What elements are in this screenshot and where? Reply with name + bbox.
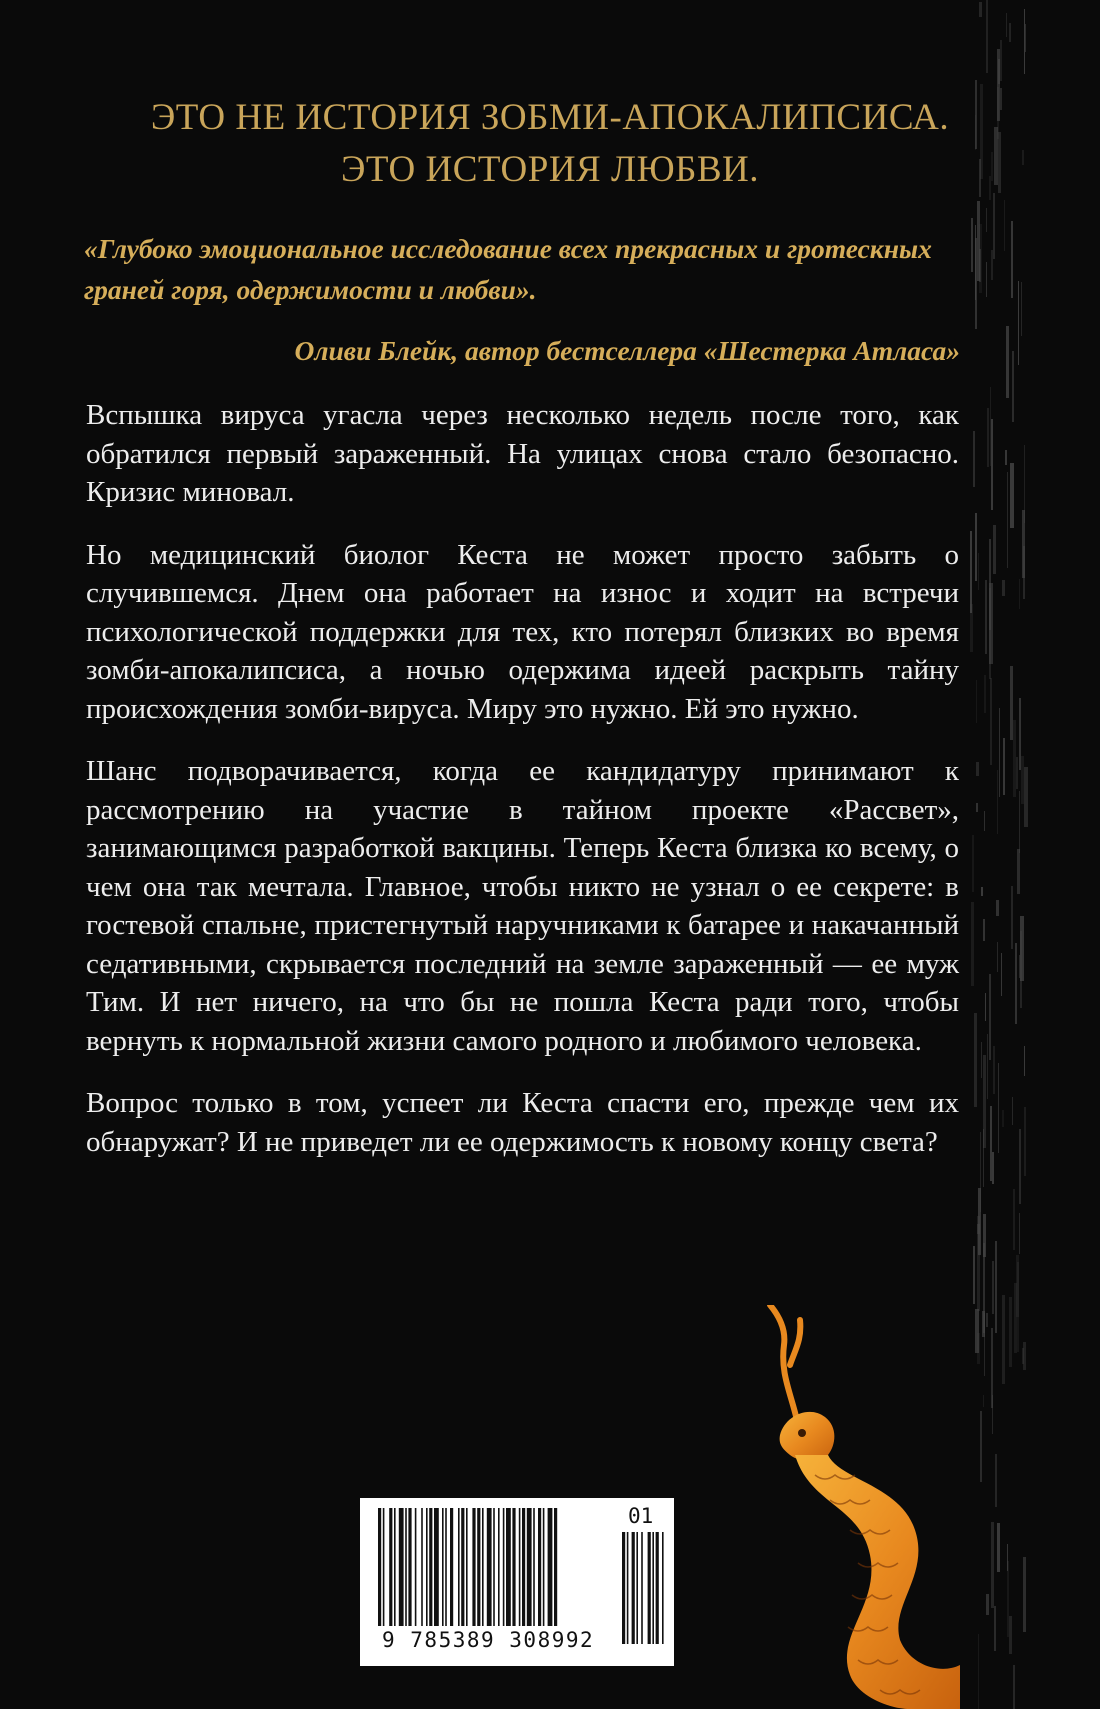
barcode-bar xyxy=(472,1508,475,1626)
grunge-streak xyxy=(986,208,987,232)
barcode-bar xyxy=(533,1508,535,1626)
grunge-streak xyxy=(976,803,978,812)
barcode-bar xyxy=(442,1508,444,1626)
grunge-streak xyxy=(993,193,995,259)
grunge-streak xyxy=(986,0,988,73)
barcode-bar xyxy=(429,1508,432,1626)
grunge-streak xyxy=(983,1214,986,1258)
serpent-icon xyxy=(740,1305,960,1709)
barcode-bar xyxy=(408,1508,411,1626)
barcode-addon-bar xyxy=(627,1532,629,1644)
grunge-streak xyxy=(984,811,985,830)
barcode-addon-bar xyxy=(636,1532,638,1644)
grunge-streak xyxy=(1007,1561,1008,1637)
grunge-streak xyxy=(975,1309,978,1353)
grunge-streak xyxy=(1009,1616,1012,1654)
grunge-streak xyxy=(989,974,991,1060)
barcode-bar xyxy=(506,1508,511,1626)
grunge-streak xyxy=(983,1055,986,1148)
grunge-streak xyxy=(1009,1297,1012,1367)
grunge-streak xyxy=(1002,1110,1004,1126)
synopsis-paragraph-2: Но медицинский биолог Кеста не может просто забыть о случившемся. Днем она работает на износ и ходит на встречи психологической поддержки для тех, кто потерял близких во время зомби-апокалипсиса, а ночью одержима идеей раскрыть тайну происхождения зомби-вируса. Миру это нужно. Ей это нужно. xyxy=(86,538,959,725)
grunge-streak xyxy=(985,580,987,654)
grunge-streak xyxy=(1003,738,1005,795)
grunge-streak xyxy=(971,218,973,271)
grunge-streak xyxy=(1006,326,1009,398)
grunge-streak xyxy=(1022,150,1024,165)
grunge-streak xyxy=(986,1594,988,1615)
grunge-streak xyxy=(1002,1295,1005,1383)
grunge-streak xyxy=(1023,1557,1026,1632)
barcode-bar xyxy=(445,1508,447,1626)
grunge-streak xyxy=(983,1395,984,1406)
grunge-streak xyxy=(982,1311,985,1337)
synopsis-paragraph-1: Вспышка вируса угасла через несколько недель после того, как обратился первый зараженный. На улицах снова стало безопасно. Кризис миновал. xyxy=(86,399,959,508)
barcode-addon-number: 01 xyxy=(628,1504,654,1528)
synopsis-paragraph-3: Шанс подворачивается, когда ее кандидатуру принимают к рассмотрению на участие в тайном проекте «Рассвет», занимающимся разработкой вакцины. Теперь Кеста близка ко всему, о чем она так мечтала. Главное, чтобы никто не узнал о ее секрете: в гостевой спальне, пристегнутый наручниками к батарее и накачанный седативными, скрывается последний на земле зараженный — ее муж Тим. И нет ничего, на что бы не пошла Кеста ради того, чтобы вернуть к нормальной жизни самого родного и любимого человека. xyxy=(86,755,959,1057)
grunge-streak xyxy=(998,1063,999,1153)
isbn-barcode xyxy=(360,1498,674,1666)
grunge-streak xyxy=(1021,282,1022,336)
barcode-addon-bar xyxy=(641,1532,643,1644)
grunge-streak xyxy=(1015,943,1017,1024)
barcode-bar xyxy=(466,1508,468,1626)
barcode-bar xyxy=(458,1508,460,1626)
grunge-streak xyxy=(978,553,979,591)
synopsis-paragraph-4: Вопрос только в том, успеет ли Кеста спасти его, прежде чем их обнаружат? И не приведет ли ее одержимость к новому концу света? xyxy=(86,1087,959,1158)
grunge-streak xyxy=(1012,351,1014,422)
grunge-streak xyxy=(970,531,972,614)
grunge-streak xyxy=(1019,579,1021,609)
grunge-streak xyxy=(1000,40,1002,80)
grunge-streak xyxy=(979,224,982,292)
grunge-streak xyxy=(1010,666,1013,739)
grunge-streak xyxy=(1025,24,1026,52)
barcode-bar xyxy=(538,1508,541,1626)
grunge-streak xyxy=(1011,886,1013,949)
barcode-addon-bar xyxy=(652,1532,654,1644)
grunge-streak xyxy=(985,993,986,1021)
barcode-bar xyxy=(498,1508,500,1626)
barcode-bar xyxy=(461,1508,464,1626)
grunge-streak xyxy=(1019,1213,1020,1254)
grunge-streak xyxy=(1018,281,1019,365)
grunge-streak xyxy=(987,408,989,467)
grunge-streak xyxy=(1010,463,1013,528)
grunge-streak xyxy=(997,942,998,972)
grunge-streak xyxy=(986,1313,989,1328)
grunge-streak xyxy=(997,770,998,834)
grunge-streak xyxy=(1013,1665,1014,1709)
barcode-bar xyxy=(434,1508,439,1626)
grunge-streak xyxy=(992,1261,995,1314)
barcode-bar xyxy=(421,1508,423,1626)
grunge-streak xyxy=(993,525,996,574)
barcode-bar xyxy=(543,1508,545,1626)
grunge-streak xyxy=(975,225,976,300)
headline-line-1: ЭТО НЕ ИСТОРИЯ ЗОБМИ-АПОКАЛИПСИСА. xyxy=(150,97,950,138)
barcode-bar xyxy=(405,1508,407,1626)
grunge-streak xyxy=(986,262,987,297)
grunge-streak xyxy=(1024,9,1025,74)
grunge-streak xyxy=(979,2,982,18)
barcode-bar xyxy=(493,1508,495,1626)
grunge-streak xyxy=(1013,720,1016,797)
barcode-bar xyxy=(503,1508,505,1626)
grunge-streak xyxy=(972,835,974,892)
grunge-streak xyxy=(990,1106,992,1182)
grunge-streak xyxy=(1013,1189,1015,1250)
grunge-streak xyxy=(1006,13,1007,37)
grunge-streak xyxy=(980,1132,982,1212)
grunge-streak xyxy=(1001,953,1002,996)
barcode-bar xyxy=(512,1508,515,1626)
grunge-streak xyxy=(1004,200,1006,251)
grunge-streak xyxy=(991,419,993,510)
grunge-streak xyxy=(1023,1342,1026,1371)
grunge-streak xyxy=(971,902,974,986)
review-attribution: Оливи Блейк, автор бестселлера «Шестерка Атласа» xyxy=(294,335,960,366)
grunge-streak xyxy=(999,708,1000,797)
grunge-streak xyxy=(1012,1097,1013,1125)
grunge-streak xyxy=(976,762,979,776)
grunge-streak xyxy=(1009,23,1011,42)
grunge-streak xyxy=(978,1634,979,1709)
barcode-bar xyxy=(522,1508,525,1626)
grunge-streak xyxy=(1019,1129,1021,1204)
barcode-bar xyxy=(378,1508,381,1626)
barcode-bar xyxy=(519,1508,521,1626)
barcode-bar xyxy=(389,1508,392,1626)
barcode-bar xyxy=(399,1508,404,1626)
barcode-bar xyxy=(426,1508,428,1626)
barcode-bar xyxy=(477,1508,480,1626)
grunge-streak xyxy=(997,1523,1000,1572)
grunge-streak xyxy=(994,1606,995,1652)
review-quote: «Глубоко эмоциональное исследование всех прекрасных и гротескных граней горя, одержимости и любви». xyxy=(84,233,932,305)
grunge-edge-decoration xyxy=(970,0,1030,1709)
barcode-bar xyxy=(548,1508,553,1626)
grunge-streak xyxy=(1017,849,1020,895)
grunge-streak xyxy=(977,1216,979,1311)
barcode-addon-bar xyxy=(632,1532,635,1644)
barcode-bar xyxy=(450,1508,453,1626)
grunge-streak xyxy=(996,900,999,917)
grunge-streak xyxy=(991,1328,992,1408)
grunge-streak xyxy=(989,583,992,664)
grunge-streak xyxy=(1024,1107,1025,1176)
barcode-addon-bar xyxy=(656,1532,659,1644)
barcode-bar xyxy=(415,1508,417,1626)
grunge-streak xyxy=(984,675,986,713)
grunge-streak xyxy=(1021,756,1024,804)
barcode-bar xyxy=(383,1508,385,1626)
grunge-streak xyxy=(990,678,993,765)
grunge-streak xyxy=(993,1046,995,1094)
headline-line-2: ЭТО ИСТОРИЯ ЛЮБВИ. xyxy=(341,149,759,190)
barcode-addon-bar xyxy=(622,1532,625,1644)
grunge-streak xyxy=(995,1241,997,1333)
grunge-streak xyxy=(976,680,978,723)
grunge-streak xyxy=(1024,767,1027,828)
grunge-streak xyxy=(992,1152,995,1184)
grunge-streak xyxy=(1024,445,1025,524)
grunge-streak xyxy=(1024,1046,1026,1076)
grunge-streak xyxy=(1020,931,1022,1008)
grunge-streak xyxy=(1002,580,1005,596)
grunge-streak xyxy=(1014,1283,1017,1353)
grunge-streak xyxy=(1005,450,1007,465)
grunge-streak xyxy=(991,1522,994,1608)
barcode-bar xyxy=(487,1508,492,1626)
grunge-streak xyxy=(983,919,985,941)
barcode-bar xyxy=(394,1508,396,1626)
grunge-streak xyxy=(981,887,983,897)
barcode-addon-bar xyxy=(648,1532,651,1644)
barcode-bar xyxy=(554,1508,557,1626)
grunge-streak xyxy=(980,1411,982,1482)
grunge-streak xyxy=(973,431,975,487)
grunge-streak xyxy=(981,1042,982,1078)
grunge-streak xyxy=(1011,221,1013,298)
barcode-addon-bar xyxy=(662,1532,664,1644)
grunge-streak xyxy=(995,1454,996,1507)
barcode-bar xyxy=(482,1508,484,1626)
grunge-streak xyxy=(974,1013,977,1107)
isbn-number: 9 785389 308992 xyxy=(382,1628,595,1652)
grunge-streak xyxy=(975,513,977,581)
headline xyxy=(80,92,1020,196)
grunge-streak xyxy=(973,1246,975,1304)
grunge-streak xyxy=(1007,472,1008,569)
synopsis xyxy=(86,396,959,1185)
barcode-bar xyxy=(527,1508,532,1626)
